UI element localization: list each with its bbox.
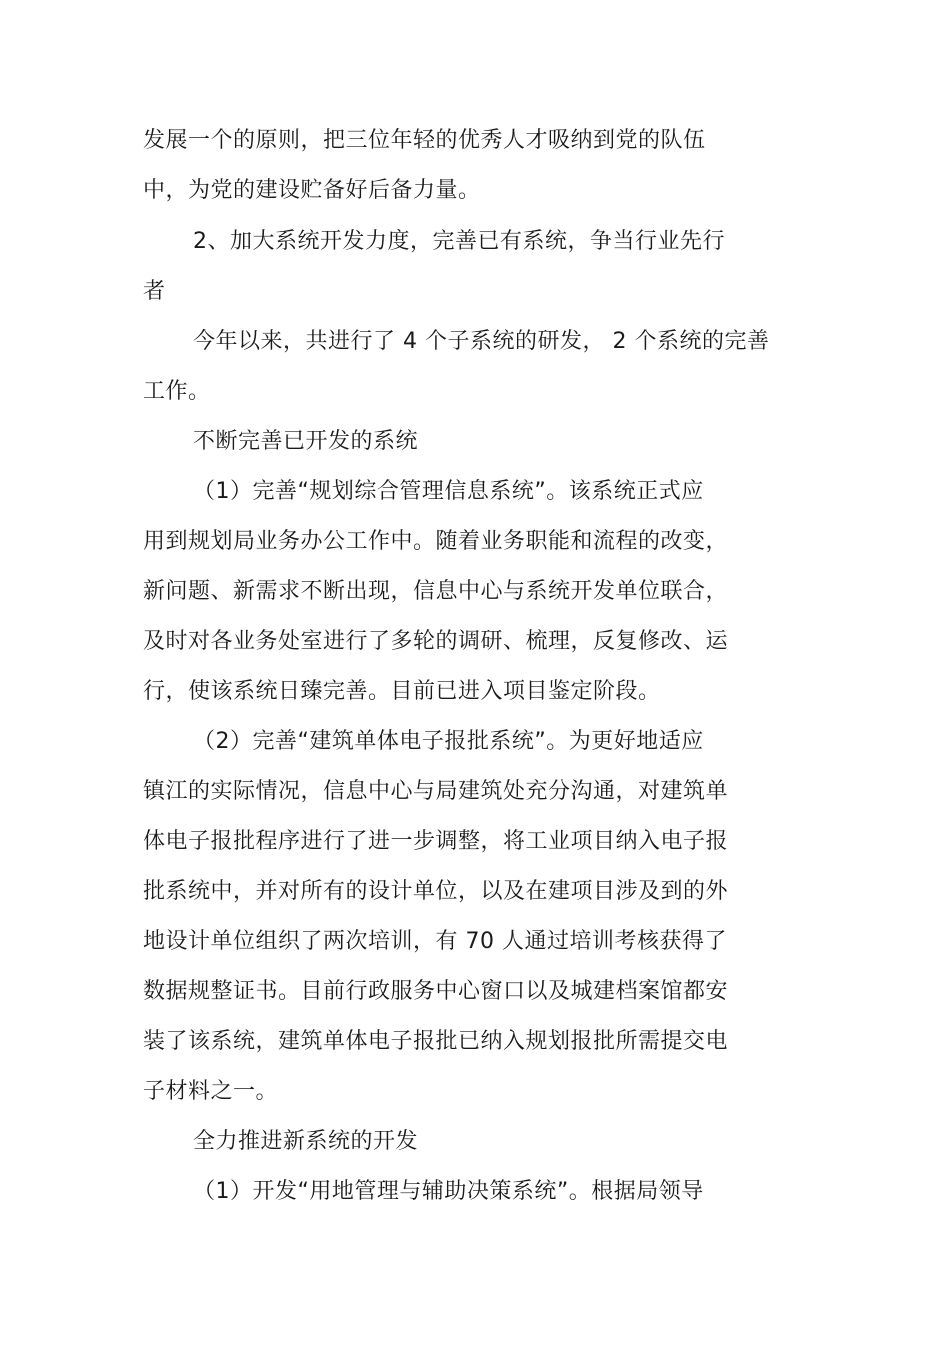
subsection-heading: 全力推进新系统的开发 [193,1129,419,1154]
paragraph-line: 行，使该系统日臻完善。目前已进入项目鉴定阶段。 [143,679,661,704]
subsection-heading: 不断完善已开发的系统 [193,429,419,454]
paragraph-line: （1）完善“规划综合管理信息系统”。该系统正式应 [193,479,704,504]
section-heading: 2、加大系统开发力度，完善已有系统，争当行业先行 [193,229,725,254]
paragraph-line: 装了该系统，建筑单体电子报批已纳入规划报批所需提交电 [143,1029,729,1054]
paragraph-line: 今年以来，共进行了 4 个子系统的研发， 2 个系统的完善 [193,329,770,354]
section-heading: 者 [143,279,166,304]
paragraph-line: 发展一个的原则，把三位年轻的优秀人才吸纳到党的队伍 [143,128,706,153]
paragraph-line: 中，为党的建设贮备好后备力量。 [143,178,481,203]
paragraph-line: 用到规划局业务办公工作中。随着业务职能和流程的改变， [143,529,729,554]
paragraph-line: （2）完善“建筑单体电子报批系统”。为更好地适应 [193,729,704,754]
paragraph-line: 体电子报批程序进行了进一步调整，将工业项目纳入电子报 [143,829,729,854]
paragraph-line: 数据规整证书。目前行政服务中心窗口以及城建档案馆都安 [143,979,729,1004]
paragraph-line: 及时对各业务处室进行了多轮的调研、梳理，反复修改、运 [143,629,729,654]
paragraph-line: （1）开发“用地管理与辅助决策系统”。根据局领导 [193,1179,704,1204]
paragraph-line: 地设计单位组织了两次培训，有 70 人通过培训考核获得了 [143,929,727,954]
paragraph-line: 新问题、新需求不断出现，信息中心与系统开发单位联合， [143,579,729,604]
paragraph-line: 镇江的实际情况，信息中心与局建筑处充分沟通，对建筑单 [143,779,729,804]
paragraph-line: 工作。 [143,379,211,404]
paragraph-line: 批系统中，并对所有的设计单位，以及在建项目涉及到的外 [143,879,729,904]
paragraph-line: 子材料之一。 [143,1079,279,1104]
